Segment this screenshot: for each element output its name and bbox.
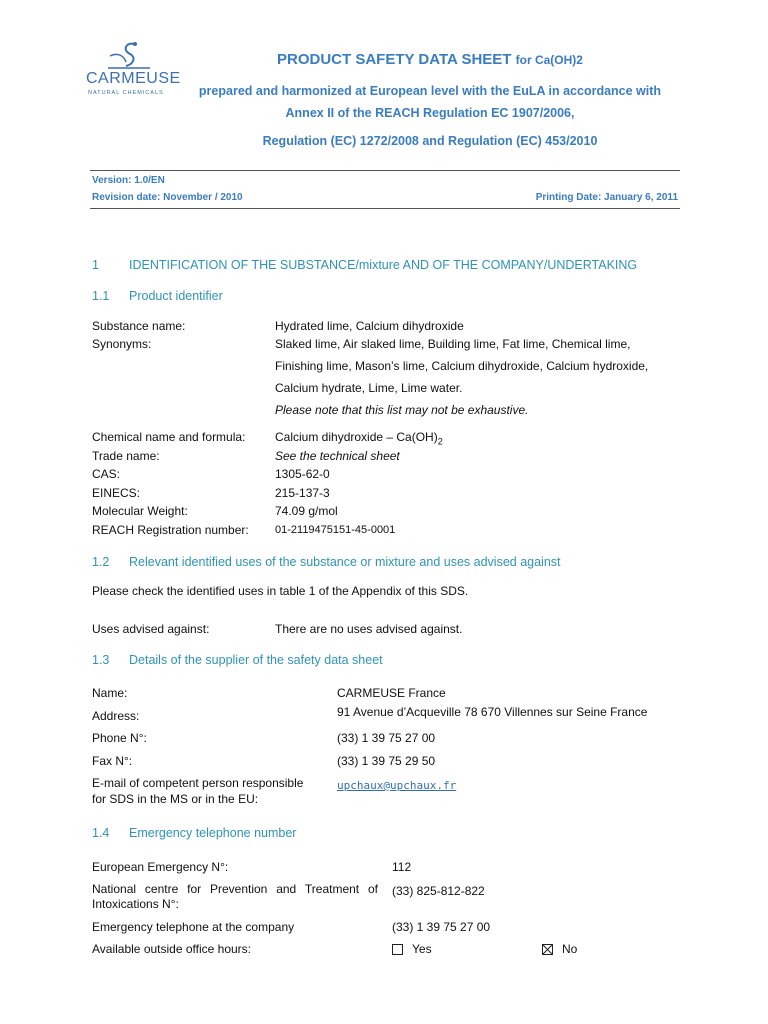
section-number: 1 [92,258,99,272]
version: Version: 1.0/EN [92,175,165,186]
fax-value: (33) 1 39 75 29 50 [337,754,436,768]
section-1-1-heading [92,289,223,303]
section-number: 1.1 [92,289,110,303]
supplier-name-label: Name: [92,686,128,700]
substance-label: Substance name: [92,319,186,333]
reach-label: REACH Registration number: [92,523,249,537]
section-title: IDENTIFICATION OF THE SUBSTANCE/mixture AND OF THE COMPANY/UNDERTAKING [129,258,638,272]
no-label: No [562,942,578,956]
top-rule [90,170,680,171]
title-main: PRODUCT SAFETY DATA SHEET [277,51,512,68]
company-emergency-label: Emergency telephone at the company [92,920,295,934]
logo-tagline: NATURAL CHEMICALS [88,90,164,96]
email-link[interactable]: upchaux@upchaux.fr [337,779,457,792]
company-emergency-value: (33) 1 39 75 27 00 [392,920,491,934]
fax-label: Fax N°: [92,754,133,768]
carmeuse-logo [86,40,181,104]
supplier-name-value: CARMEUSE France [337,686,446,700]
formula-subscript: 2 [437,436,443,447]
section-1-2-heading [92,555,561,569]
reach-value: 01-2119475151-45-0001 [275,524,396,536]
uses-text: Please check the identified uses in table 1 of the Appendix of this SDS. [92,584,469,598]
einecs-value: 215-137-3 [275,486,330,500]
address-value: 91 Avenue d’Acqueville 78 670 Villennes sur Seine France [337,705,648,719]
header-line-1: prepared and harmonized at European level with the EuLA in accordance with [198,84,662,98]
synonyms-line-1: Slaked lime, Air slaked lime, Building lime, Fat lime, Chemical lime, [275,337,631,351]
revision-date: Revision date: November / 2010 [92,192,243,203]
cas-label: CAS: [92,467,121,481]
national-centre-label-line-1: National centre for Prevention and Treatment of [92,882,378,896]
synonyms-label: Synonyms: [92,337,152,351]
section-title: Emergency telephone number [129,826,297,840]
logo-name: CARMEUSE [86,70,181,87]
section-1-4-heading [92,826,296,840]
einecs-label: EINECS: [92,486,141,500]
title-suffix: for Ca(OH)2 [515,53,583,67]
synonyms-note: Please note that this list may not be exhaustive. [275,403,529,417]
email-label-line-2: for SDS in the MS or in the EU: [92,792,259,806]
printing-date: Printing Date: January 6, 2011 [535,192,678,203]
national-centre-value: (33) 825-812-822 [392,884,485,898]
no-option[interactable] [542,942,577,956]
chemical-formula: Calcium dihydroxide – Ca(OH) [275,430,438,444]
section-1-3-heading [92,653,383,667]
section-title: Details of the supplier of the safety data sheet [129,653,383,667]
no-checkbox[interactable] [542,944,553,955]
national-centre-label-line-2: Intoxications N°: [92,897,179,911]
cas-value: 1305-62-0 [275,467,330,481]
trade-name-label: Trade name: [92,449,160,463]
yes-checkbox[interactable] [392,944,403,955]
molecular-weight-label: Molecular Weight: [92,504,188,518]
uses-against-value: There are no uses advised against. [275,622,463,636]
synonyms-line-3: Calcium hydrate, Lime, Lime water. [275,381,463,395]
molecular-weight-value: 74.09 g/mol [275,504,338,518]
document-title [175,51,685,68]
bottom-rule [90,208,680,209]
synonyms-line-2: Finishing lime, Mason’s lime, Calcium dihydroxide, Calcium hydroxide, [275,359,649,373]
office-hours-label: Available outside office hours: [92,942,251,956]
section-number: 1.3 [92,653,110,667]
header-line-2: Annex II of the REACH Regulation EC 1907/2006, [285,106,575,120]
phone-value: (33) 1 39 75 27 00 [337,731,436,745]
section-title: Product identifier [129,289,223,303]
trade-name-value: See the technical sheet [275,449,400,463]
substance-value: Hydrated lime, Calcium dihydroxide [275,319,464,333]
address-label: Address: [92,709,140,723]
eu-emergency-label: European Emergency N°: [92,860,229,874]
section-1-heading [92,258,637,272]
chemical-name-label: Chemical name and formula: [92,430,246,444]
section-number: 1.2 [92,555,110,569]
chemical-name-value [275,430,443,446]
email-label-line-1: E-mail of competent person responsible [92,776,304,790]
section-title: Relevant identified uses of the substance or mixture and uses advised against [129,555,561,569]
eu-emergency-value: 112 [392,860,412,874]
uses-against-label: Uses advised against: [92,622,210,636]
yes-label: Yes [412,942,432,956]
section-number: 1.4 [92,826,110,840]
swan-logo-icon [104,40,154,72]
yes-option[interactable] [392,942,432,956]
header-line-3: Regulation (EC) 1272/2008 and Regulation (EC) 453/2010 [262,134,598,148]
phone-label: Phone N°: [92,731,147,745]
